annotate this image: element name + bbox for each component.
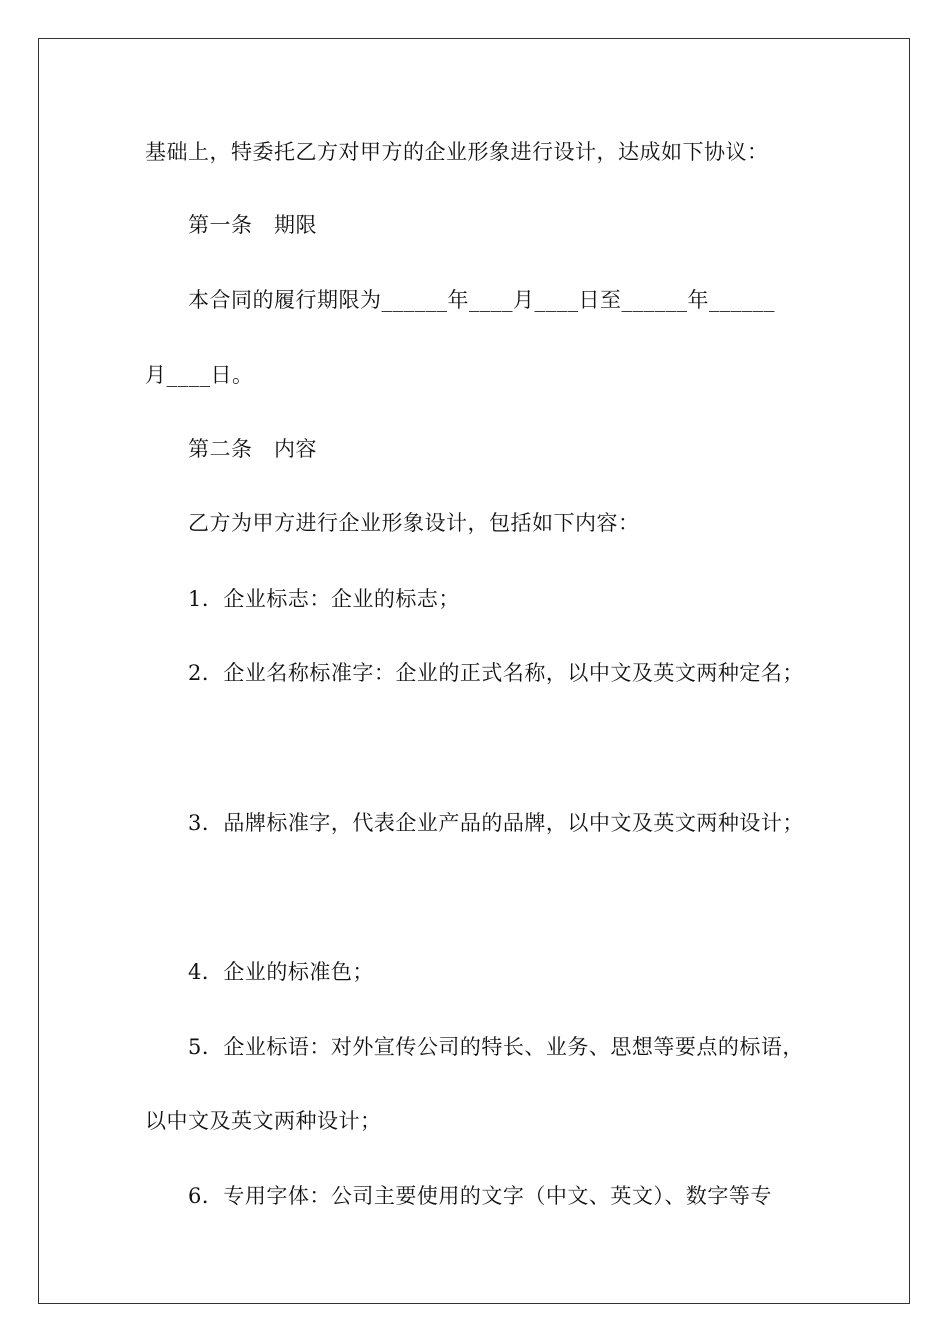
list-item-1: 1．企业标志：企业的标志； xyxy=(188,587,460,611)
text-line-1: 基础上，特委托乙方对甲方的企业形象进行设计，达成如下协议： xyxy=(145,140,769,164)
text-line-content-intro: 乙方为甲方进行企业形象设计，包括如下内容： xyxy=(188,511,640,535)
list-item-6: 6．专用字体：公司主要使用的文字（中文、英文）、数字等专 xyxy=(188,1184,772,1208)
list-item-4: 4．企业的标准色； xyxy=(188,960,374,984)
list-item-3: 3．品牌标准字，代表企业产品的品牌，以中文及英文两种设计； xyxy=(188,811,804,835)
section-heading-1: 第一条 期限 xyxy=(188,213,317,237)
section-heading-2: 第二条 内容 xyxy=(188,437,317,461)
list-item-5-continued: 以中文及英文两种设计； xyxy=(145,1109,382,1133)
text-line-term-continued: 月____日。 xyxy=(145,363,254,387)
text-line-term: 本合同的履行期限为______年____月____日至______年______ xyxy=(188,288,775,312)
list-item-2: 2．企业名称标准字：企业的正式名称，以中文及英文两种定名； xyxy=(188,661,804,685)
list-item-5: 5．企业标语：对外宣传公司的特长、业务、思想等要点的标语， xyxy=(188,1035,804,1059)
